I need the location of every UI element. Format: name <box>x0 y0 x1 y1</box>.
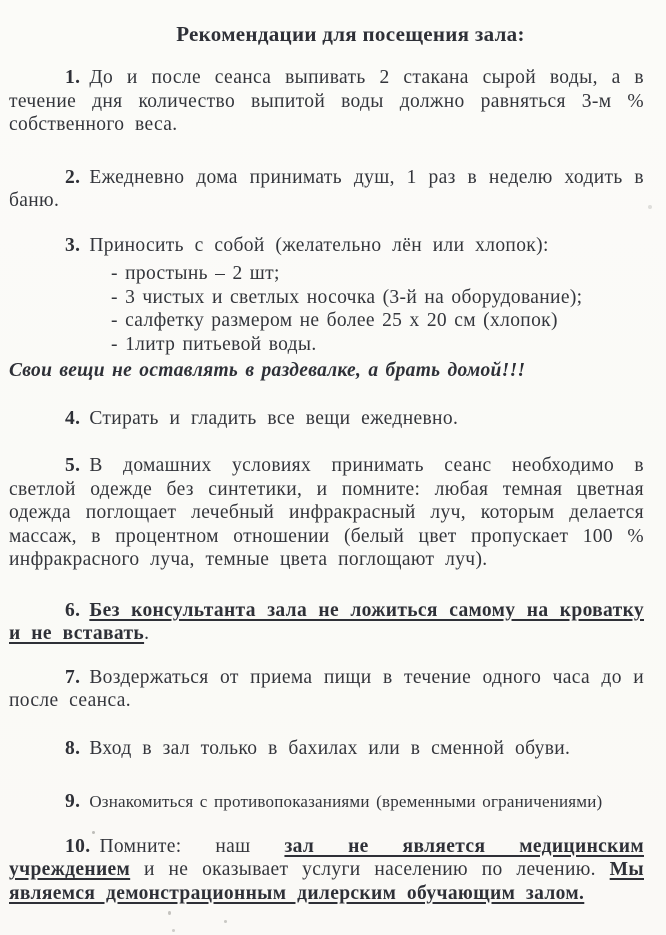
list-item-3 <box>9 234 644 258</box>
scan-speck <box>648 205 652 209</box>
sub-item-socks: - 3 чистых и светлых носочка (3-й на оборудование); <box>111 286 583 308</box>
item-9-number: 9. <box>65 791 81 812</box>
list-item-9 <box>9 790 644 814</box>
item-6-period: . <box>144 623 150 644</box>
list-item-6 <box>9 599 644 646</box>
scan-speck <box>92 831 95 834</box>
sub-item-water: - 1литр питьевой воды. <box>111 333 317 355</box>
item-8-number: 8. <box>65 737 81 759</box>
item-3-sub-list <box>9 262 644 356</box>
item-1-text: До и после сеанса выпивать 2 стакана сырой воды, а в течение дня количество выпитой воды должно равняться 3-м % собственного веса. <box>9 67 644 135</box>
list-item-4 <box>9 407 644 431</box>
item-10-text-not-medical: зал не является медицинским учреждением <box>9 835 644 880</box>
item-3-text: Приносить с собой (желательно лён или хлопок): <box>89 234 549 256</box>
item-8-text: Вход в зал только в бахилах или в сменной обуви. <box>89 737 571 759</box>
list-item-5 <box>9 454 644 572</box>
item-7-text: Воздержаться от приема пищи в течение одного часа до и после сеанса. <box>9 666 644 711</box>
list-item-7 <box>9 666 644 713</box>
scan-speck <box>224 920 227 923</box>
list-item-1 <box>9 66 644 137</box>
item-7-number: 7. <box>65 666 81 688</box>
item-5-number: 5. <box>65 455 81 476</box>
sub-item-napkin: - салфетку размером не более 25 х 20 см (хлопок) <box>111 310 558 331</box>
item-10-text-middle: и не оказывает услуги населению по лечению. <box>130 859 610 880</box>
page-title: Рекомендации для посещения зала: <box>176 22 525 46</box>
scan-speck <box>172 929 175 932</box>
item-2-number: 2. <box>65 166 81 188</box>
list-item-10 <box>9 835 644 906</box>
list-item-2 <box>9 166 644 213</box>
item-3-number: 3. <box>65 234 81 256</box>
sub-item-sheets: - простынь – 2 шт; <box>111 263 280 284</box>
item-10-text-intro: Помните: наш <box>99 835 285 857</box>
item-4-text: Стирать и гладить все вещи ежедневно. <box>89 407 459 429</box>
item-5-text: В домашних условиях принимать сеанс необходимо в светлой одежде без синтетики, и помните: любая темная цветная одежда поглощает лечебный инфракрасный луч, которым делается массаж, в процентном отношении (белый цвет пропускает 100 % инфракрасного луча, темные цвета поглощают луч). <box>9 455 644 570</box>
item-1-number: 1. <box>65 67 81 88</box>
item-6-text: Без консультанта зала не ложиться самому на кроватку и не вставать <box>9 599 644 644</box>
item-2-text: Ежедневно дома принимать душ, 1 раз в неделю ходить в баню. <box>9 166 644 211</box>
scan-speck <box>168 911 171 915</box>
item-10-number: 10. <box>65 835 91 857</box>
belongings-warning-note: Свои вещи не оставлять в раздевалке, а брать домой!!! <box>9 360 526 381</box>
list-item-8 <box>9 737 644 761</box>
item-10-text-demo-hall: Мы являемся демонстрационным дилерским обучающим залом. <box>9 859 644 904</box>
item-6-number: 6. <box>65 599 81 621</box>
item-9-text: Ознакомиться с противопоказаниями (временными ограничениями) <box>89 792 603 811</box>
item-4-number: 4. <box>65 407 81 429</box>
